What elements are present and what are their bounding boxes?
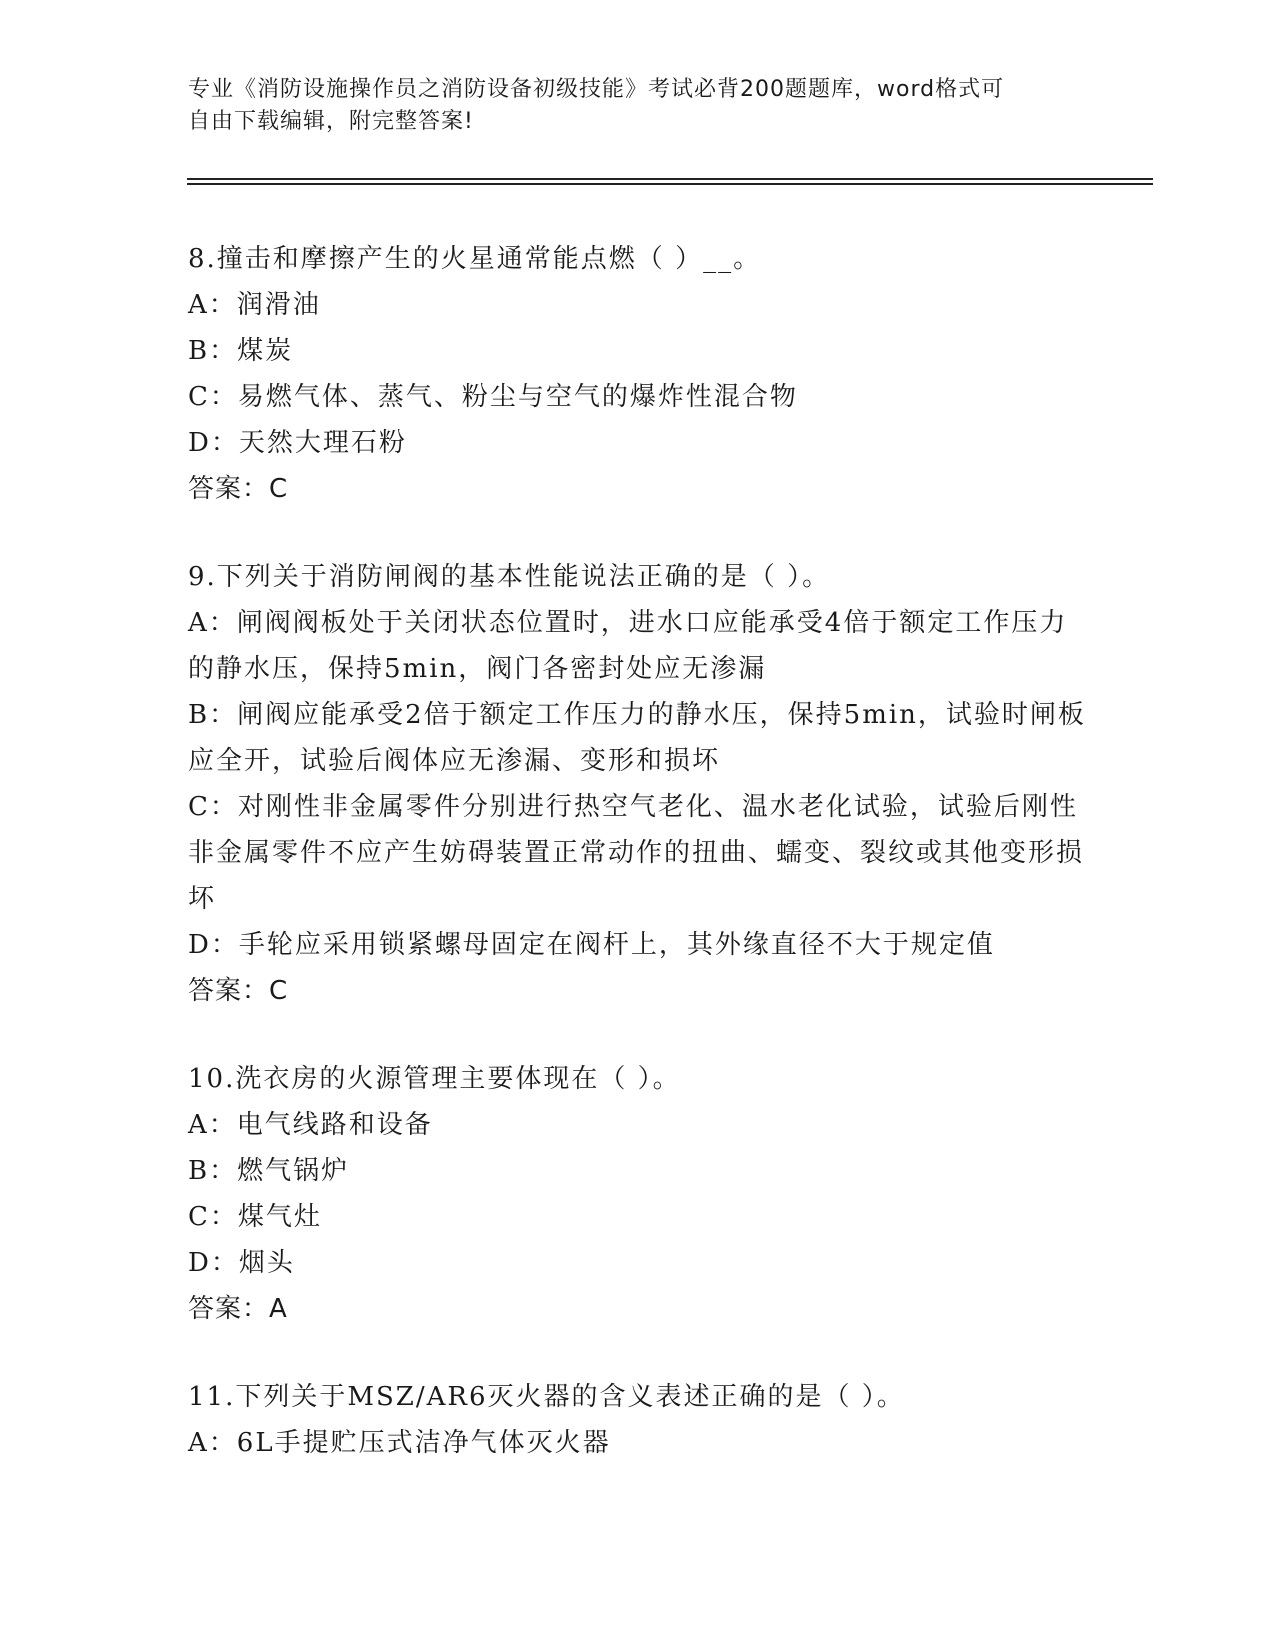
question-stem: 8.撞击和摩擦产生的火星通常能点燃（ ）__。 bbox=[188, 244, 762, 274]
option-d: D：手轮应采用锁紧螺母固定在阀杆上，其外缘直径不大于规定值 bbox=[188, 930, 995, 960]
header-line-2: 自由下载编辑，附完整答案! bbox=[188, 109, 474, 134]
option-a: A：电气线路和设备 bbox=[188, 1110, 433, 1140]
question-10 bbox=[188, 1056, 1088, 1332]
question-list bbox=[188, 236, 1088, 1508]
question-9 bbox=[188, 554, 1088, 1014]
question-stem: 10.洗衣房的火源管理主要体现在（ ）。 bbox=[188, 1064, 681, 1094]
option-b: B：燃气锅炉 bbox=[188, 1156, 350, 1186]
header-line-1: 专业《消防设施操作员之消防设备初级技能》考试必背200题题库，word格式可 bbox=[188, 77, 1005, 102]
option-a: A：润滑油 bbox=[188, 290, 321, 320]
question-stem: 11.下列关于MSZ/AR6灭火器的含义表述正确的是（ ）。 bbox=[188, 1382, 905, 1412]
document-header bbox=[188, 74, 1078, 138]
option-c: C：易燃气体、蒸气、粉尘与空气的爆炸性混合物 bbox=[188, 382, 798, 412]
header-divider-top bbox=[187, 178, 1153, 180]
option-d: D：天然大理石粉 bbox=[188, 428, 407, 458]
question-11 bbox=[188, 1374, 1088, 1466]
question-8 bbox=[188, 236, 1088, 512]
option-c: C：煤气灶 bbox=[188, 1202, 322, 1232]
header-divider-bottom bbox=[187, 183, 1153, 185]
answer-line: 答案：C bbox=[188, 474, 289, 504]
option-a: A：6L手提贮压式洁净气体灭火器 bbox=[188, 1428, 611, 1458]
option-a: A：闸阀阀板处于关闭状态位置时，进水口应能承受4倍于额定工作压力的静水压，保持5min，阀门各密封处应无渗漏 bbox=[188, 608, 1068, 684]
option-b: B：闸阀应能承受2倍于额定工作压力的静水压，保持5min，试验时闸板应全开，试验后阀体应无渗漏、变形和损坏 bbox=[188, 700, 1086, 776]
option-d: D：烟头 bbox=[188, 1248, 295, 1278]
answer-line: 答案：C bbox=[188, 976, 289, 1006]
option-b: B：煤炭 bbox=[188, 336, 294, 366]
answer-line: 答案：A bbox=[188, 1294, 288, 1324]
option-c: C：对刚性非金属零件分别进行热空气老化、温水老化试验，试验后刚性非金属零件不应产生妨碍装置正常动作的扭曲、蠕变、裂纹或其他变形损坏 bbox=[188, 792, 1085, 914]
question-stem: 9.下列关于消防闸阀的基本性能说法正确的是（ ）。 bbox=[188, 562, 831, 592]
